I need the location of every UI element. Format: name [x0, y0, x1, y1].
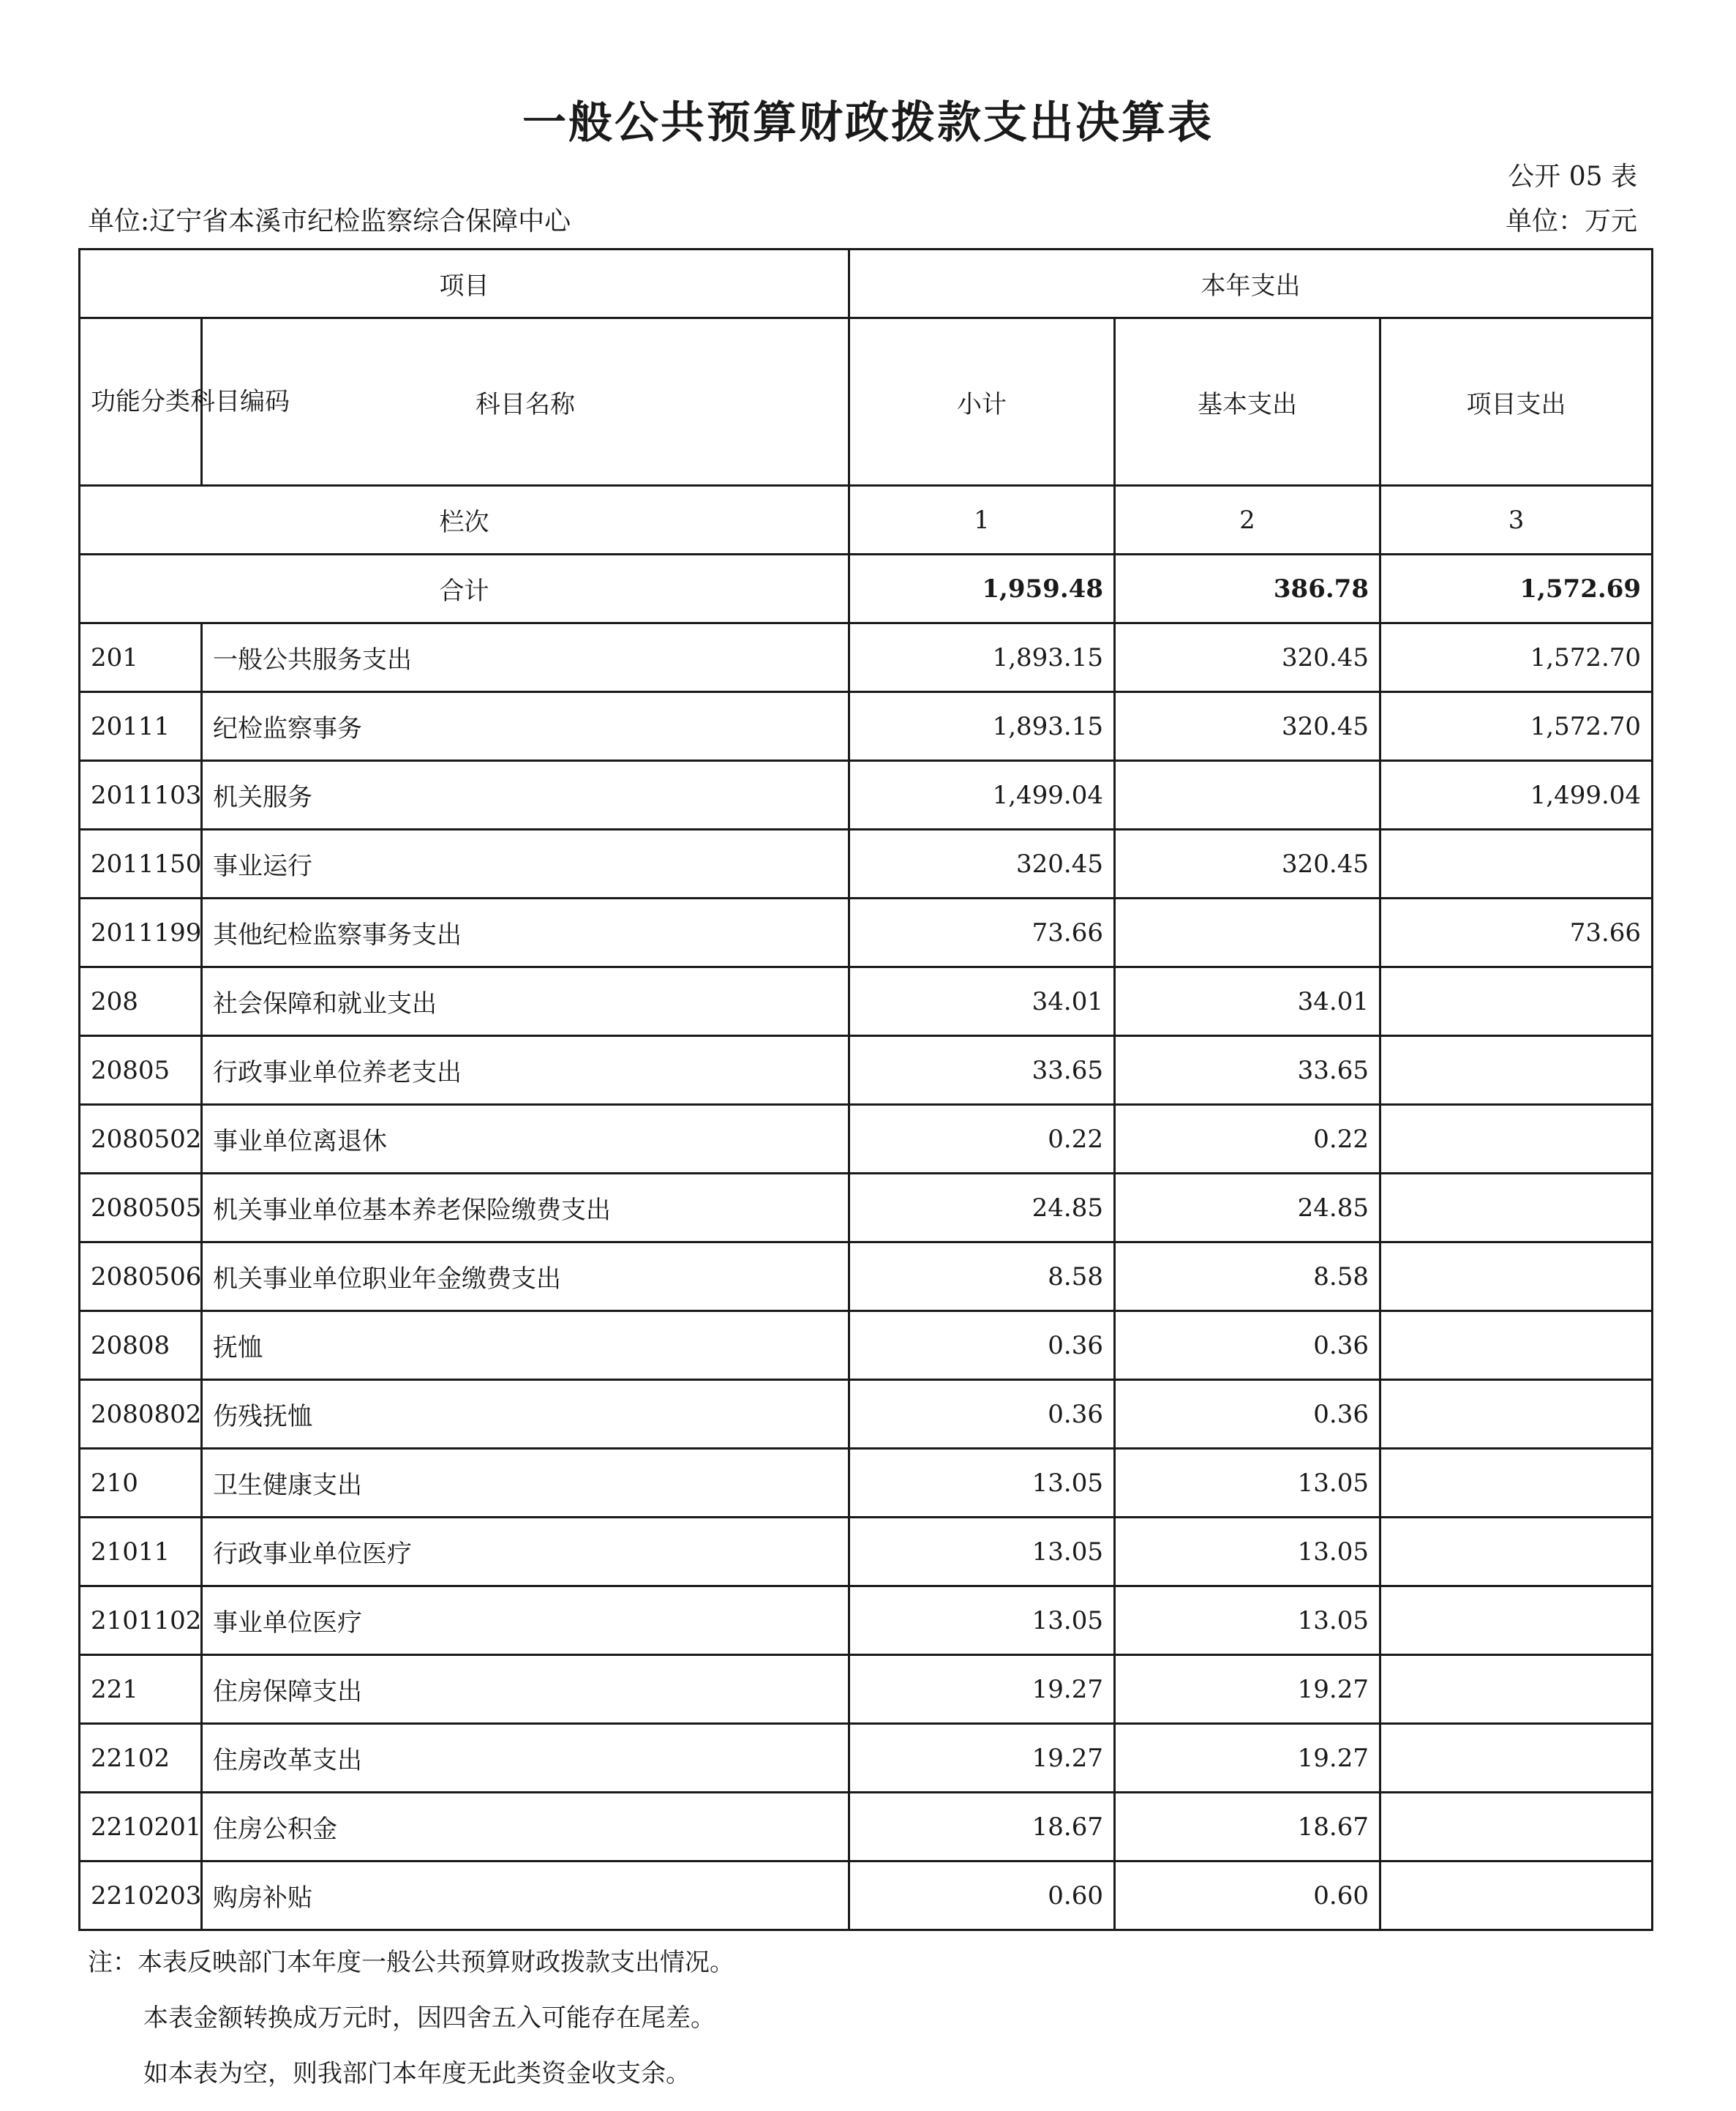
- row-code: 2080506: [80, 1242, 202, 1311]
- table-row: [80, 1586, 1653, 1655]
- header-year-expense: 本年支出: [849, 250, 1653, 318]
- row-subtotal: 0.36: [849, 1311, 1115, 1380]
- row-project: [1380, 1793, 1653, 1861]
- row-basic: 13.05: [1115, 1449, 1380, 1518]
- row-code: 2080502: [80, 1105, 202, 1174]
- header-project: 项目: [80, 250, 849, 318]
- row-basic: 24.85: [1115, 1174, 1380, 1242]
- row-basic: 19.27: [1115, 1655, 1380, 1724]
- row-project: [1380, 1655, 1653, 1724]
- row-code: 21011: [80, 1518, 202, 1586]
- row-subtotal: 19.27: [849, 1655, 1115, 1724]
- table-row: [80, 1242, 1653, 1311]
- currency-unit: 单位：万元: [1505, 206, 1637, 236]
- row-project: 1,572.70: [1380, 692, 1653, 761]
- row-project: [1380, 830, 1653, 899]
- row-subtotal: 13.05: [849, 1449, 1115, 1518]
- header-code: 功能分类科目编码: [80, 318, 202, 486]
- row-name: 伤残抚恤: [202, 1380, 849, 1449]
- table-row: [80, 899, 1653, 967]
- row-subtotal: 8.58: [849, 1242, 1115, 1311]
- row-subtotal: 1,499.04: [849, 761, 1115, 830]
- header-row-2: [80, 318, 1653, 486]
- table-row: [80, 1861, 1653, 1930]
- header-row-1: [80, 250, 1653, 318]
- table-row: [80, 1655, 1653, 1724]
- note-line: 如本表为空，则我部门本年度无此类资金收支余。: [143, 2059, 691, 2088]
- page-title: 一般公共预算财政拨款支出决算表: [522, 97, 1214, 149]
- table-row: [80, 830, 1653, 899]
- row-code: 2080802: [80, 1380, 202, 1449]
- column-number-row: [80, 486, 1653, 555]
- notes: [88, 1935, 734, 2101]
- row-name: 住房保障支出: [202, 1655, 849, 1724]
- row-name: 住房改革支出: [202, 1724, 849, 1793]
- row-name: 一般公共服务支出: [202, 623, 849, 692]
- row-name: 机关服务: [202, 761, 849, 830]
- row-basic: 13.05: [1115, 1586, 1380, 1655]
- table-row: [80, 1380, 1653, 1449]
- row-code: 2011103: [80, 761, 202, 830]
- row-name: 机关事业单位职业年金缴费支出: [202, 1242, 849, 1311]
- table-row: [80, 761, 1653, 830]
- row-subtotal: 320.45: [849, 830, 1115, 899]
- row-name: 事业单位离退休: [202, 1105, 849, 1174]
- row-name: 抚恤: [202, 1311, 849, 1380]
- column-number-1: 1: [849, 486, 1115, 555]
- reporting-unit: 单位:辽宁省本溪市纪检监察综合保障中心: [88, 206, 571, 236]
- row-subtotal: 18.67: [849, 1793, 1115, 1861]
- row-basic: 13.05: [1115, 1518, 1380, 1586]
- column-number-3: 3: [1380, 486, 1653, 555]
- header-subtotal: 小计: [849, 318, 1115, 486]
- row-subtotal: 1,893.15: [849, 692, 1115, 761]
- row-basic: 320.45: [1115, 692, 1380, 761]
- total-subtotal: 1,959.48: [849, 555, 1115, 623]
- row-project: [1380, 1861, 1653, 1930]
- row-name: 机关事业单位基本养老保险缴费支出: [202, 1174, 849, 1242]
- row-basic: 19.27: [1115, 1724, 1380, 1793]
- budget-table: [78, 248, 1653, 1931]
- row-subtotal: 1,893.15: [849, 623, 1115, 692]
- row-name: 行政事业单位医疗: [202, 1518, 849, 1586]
- row-name: 其他纪检监察事务支出: [202, 899, 849, 967]
- row-code: 221: [80, 1655, 202, 1724]
- row-code: 201: [80, 623, 202, 692]
- table-row: [80, 1105, 1653, 1174]
- row-basic: 0.60: [1115, 1861, 1380, 1930]
- row-project: [1380, 1724, 1653, 1793]
- row-basic: 0.22: [1115, 1105, 1380, 1174]
- row-project: [1380, 967, 1653, 1036]
- table-row: [80, 1793, 1653, 1861]
- row-code: 20808: [80, 1311, 202, 1380]
- row-project: [1380, 1105, 1653, 1174]
- table-row: [80, 1449, 1653, 1518]
- row-project: [1380, 1449, 1653, 1518]
- row-subtotal: 34.01: [849, 967, 1115, 1036]
- row-code: 2101102: [80, 1586, 202, 1655]
- row-name: 事业单位医疗: [202, 1586, 849, 1655]
- row-subtotal: 0.60: [849, 1861, 1115, 1930]
- row-project: [1380, 1586, 1653, 1655]
- header-name: 科目名称: [202, 318, 849, 486]
- row-subtotal: 33.65: [849, 1036, 1115, 1105]
- row-basic: 0.36: [1115, 1311, 1380, 1380]
- table-row: [80, 1518, 1653, 1586]
- row-name: 购房补贴: [202, 1861, 849, 1930]
- table-row: [80, 623, 1653, 692]
- row-subtotal: 73.66: [849, 899, 1115, 967]
- row-name: 卫生健康支出: [202, 1449, 849, 1518]
- row-project: [1380, 1036, 1653, 1105]
- row-code: 2011150: [80, 830, 202, 899]
- row-code: 20111: [80, 692, 202, 761]
- row-basic: 33.65: [1115, 1036, 1380, 1105]
- row-name: 住房公积金: [202, 1793, 849, 1861]
- row-subtotal: 24.85: [849, 1174, 1115, 1242]
- row-code: 208: [80, 967, 202, 1036]
- row-project: 1,572.70: [1380, 623, 1653, 692]
- row-name: 社会保障和就业支出: [202, 967, 849, 1036]
- row-code: 20805: [80, 1036, 202, 1105]
- row-basic: [1115, 899, 1380, 967]
- total-project: 1,572.69: [1380, 555, 1653, 623]
- row-basic: 320.45: [1115, 830, 1380, 899]
- row-basic: 0.36: [1115, 1380, 1380, 1449]
- table-row: [80, 1174, 1653, 1242]
- row-project: 1,499.04: [1380, 761, 1653, 830]
- total-label: 合计: [80, 555, 849, 623]
- row-project: [1380, 1311, 1653, 1380]
- row-subtotal: 0.36: [849, 1380, 1115, 1449]
- table-row: [80, 1724, 1653, 1793]
- row-project: 73.66: [1380, 899, 1653, 967]
- header-basic: 基本支出: [1115, 318, 1380, 486]
- row-code: 2080505: [80, 1174, 202, 1242]
- total-row: [80, 555, 1653, 623]
- row-project: [1380, 1518, 1653, 1586]
- row-basic: 18.67: [1115, 1793, 1380, 1861]
- table-row: [80, 967, 1653, 1036]
- row-code: 210: [80, 1449, 202, 1518]
- table-number: 公开 05 表: [1508, 162, 1637, 192]
- row-code: 2210201: [80, 1793, 202, 1861]
- row-code: 2011199: [80, 899, 202, 967]
- row-basic: [1115, 761, 1380, 830]
- total-basic: 386.78: [1115, 555, 1380, 623]
- row-subtotal: 13.05: [849, 1586, 1115, 1655]
- row-name: 行政事业单位养老支出: [202, 1036, 849, 1105]
- row-code: 22102: [80, 1724, 202, 1793]
- row-basic: 320.45: [1115, 623, 1380, 692]
- row-basic: 8.58: [1115, 1242, 1380, 1311]
- row-project: [1380, 1174, 1653, 1242]
- table-row: [80, 1036, 1653, 1105]
- note-line: 本表金额转换成万元时，因四舍五入可能存在尾差。: [143, 2003, 715, 2033]
- row-name: 纪检监察事务: [202, 692, 849, 761]
- row-subtotal: 0.22: [849, 1105, 1115, 1174]
- column-label: 栏次: [80, 486, 849, 555]
- header-project-expense: 项目支出: [1380, 318, 1653, 486]
- row-code: 2210203: [80, 1861, 202, 1930]
- row-project: [1380, 1242, 1653, 1311]
- column-number-2: 2: [1115, 486, 1380, 555]
- row-basic: 34.01: [1115, 967, 1380, 1036]
- row-subtotal: 13.05: [849, 1518, 1115, 1586]
- row-name: 事业运行: [202, 830, 849, 899]
- note-line: 注：本表反映部门本年度一般公共预算财政拨款支出情况。: [88, 1948, 734, 1977]
- table-row: [80, 1311, 1653, 1380]
- row-subtotal: 19.27: [849, 1724, 1115, 1793]
- table-row: [80, 692, 1653, 761]
- row-project: [1380, 1380, 1653, 1449]
